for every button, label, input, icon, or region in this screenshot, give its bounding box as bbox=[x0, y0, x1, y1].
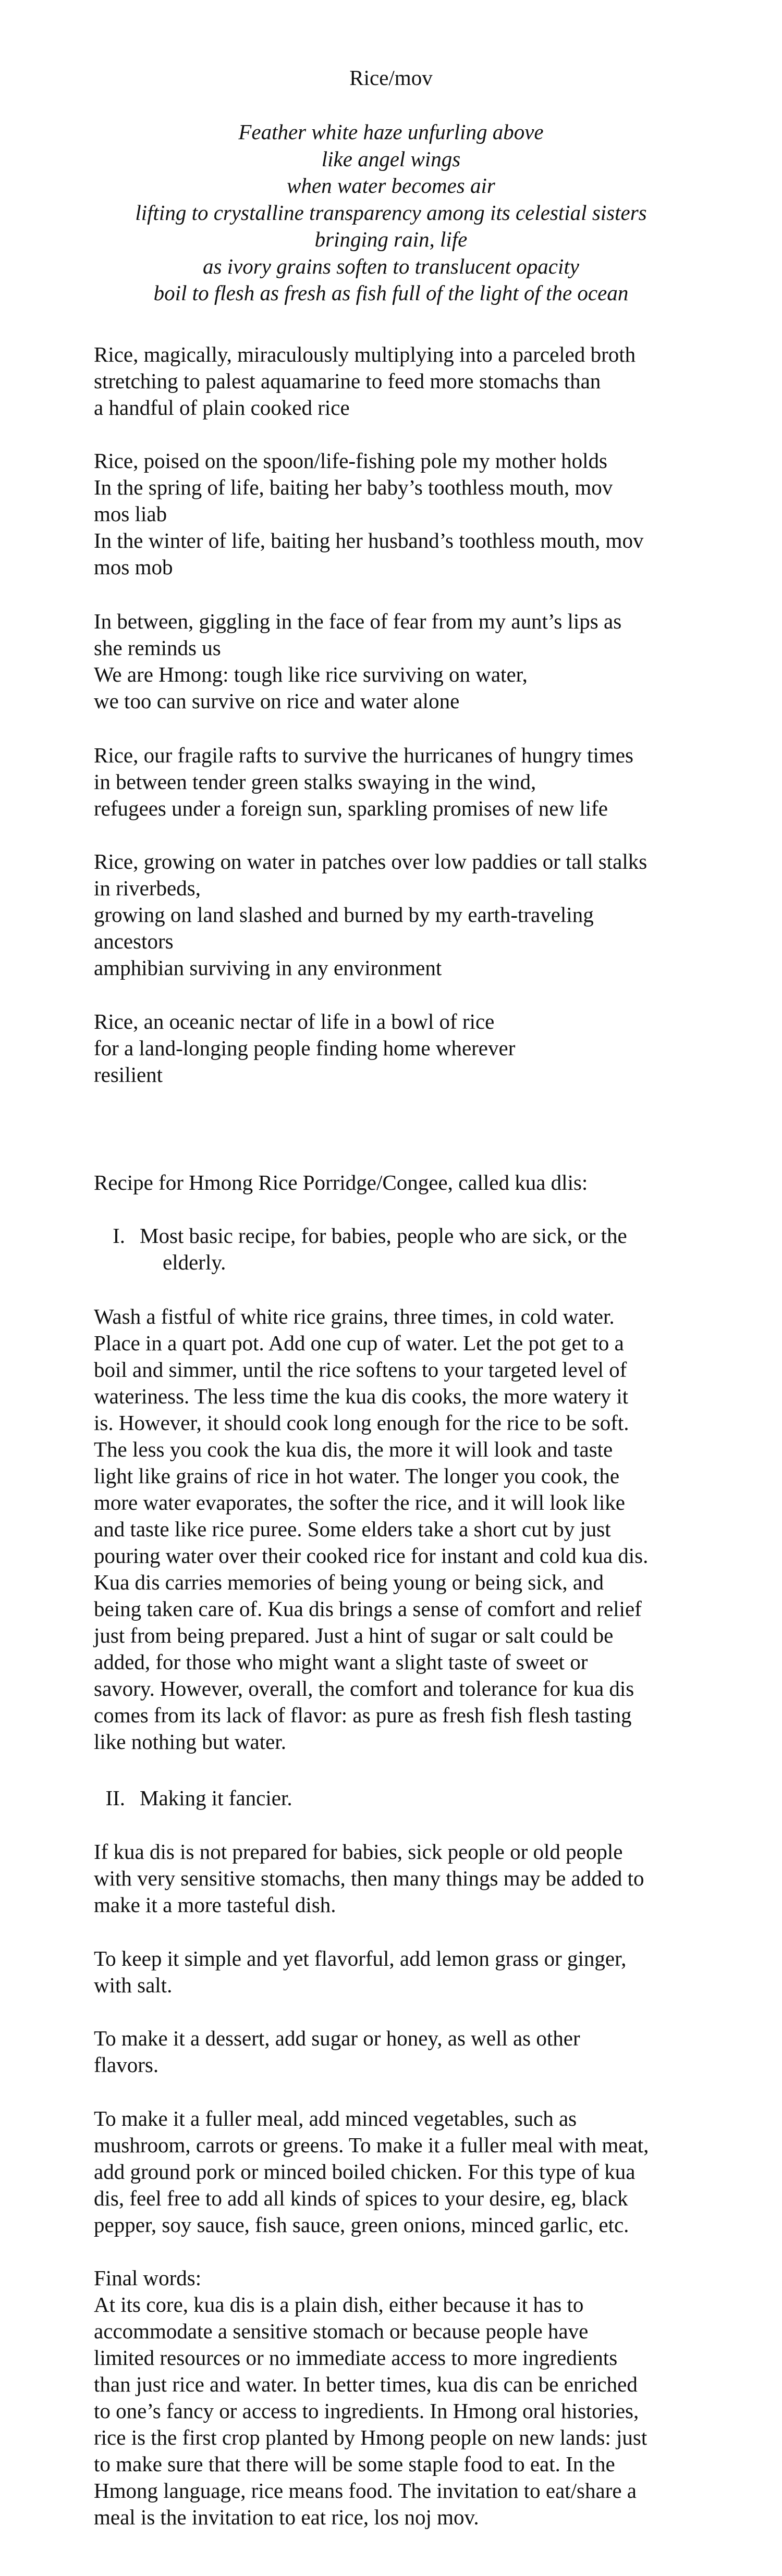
paragraph-line: comes from its lack of flavor: as pure as fresh fish flesh tasting bbox=[94, 1703, 632, 1727]
stanza-line: she reminds us bbox=[94, 636, 221, 660]
poem-line: as ivory grains soften to translucent opacity bbox=[203, 254, 579, 278]
paragraph-line: To make it a fuller meal, add minced vegetables, such as bbox=[94, 2106, 577, 2130]
paragraph-line: To keep it simple and yet flavorful, add lemon grass or ginger, bbox=[94, 1946, 627, 1970]
stanza-line: resilient bbox=[94, 1063, 163, 1087]
list-item-line: Most basic recipe, for babies, people who are sick, or the bbox=[140, 1224, 627, 1248]
document-title: Rice/mov bbox=[349, 66, 433, 90]
recipe-heading: Recipe for Hmong Rice Porridge/Congee, called kua dlis: bbox=[94, 1170, 588, 1194]
poem-line: lifting to crystalline transparency among its celestial sisters bbox=[135, 200, 647, 225]
paragraph-line: with very sensitive stomachs, then many things may be added to bbox=[94, 1866, 644, 1890]
stanza-1 bbox=[94, 341, 699, 421]
stanza-4 bbox=[94, 742, 699, 822]
paragraph-line: At its core, kua dis is a plain dish, either because it has to bbox=[94, 2292, 584, 2316]
stanza-line: ancestors bbox=[94, 929, 174, 953]
list-number: II. bbox=[105, 1786, 125, 1810]
paragraph-line: than just rice and water. In better times, kua dis can be enriched bbox=[94, 2372, 638, 2396]
paragraph-line: added, for those who might want a slight taste of sweet or bbox=[94, 1650, 588, 1674]
poem-line: boil to flesh as fresh as fish full of the light of the ocean bbox=[153, 281, 629, 305]
stanza-line: amphibian surviving in any environment bbox=[94, 956, 442, 980]
paragraph-line: and taste like rice puree. Some elders take a short cut by just bbox=[94, 1517, 611, 1541]
stanza-line: growing on land slashed and burned by my earth-traveling bbox=[94, 903, 594, 927]
paragraph-line: flavors. bbox=[94, 2053, 159, 2077]
paragraph-line: being taken care of. Kua dis brings a sense of comfort and relief bbox=[94, 1597, 642, 1621]
stanza-line: a handful of plain cooked rice bbox=[94, 396, 350, 420]
paragraph-line: meal is the invitation to eat rice, los noj mov. bbox=[94, 2505, 479, 2529]
stanza-line: we too can survive on rice and water alone bbox=[94, 689, 460, 713]
poem-line: like angel wings bbox=[321, 146, 461, 171]
stanza-line: Rice, growing on water in patches over low paddies or tall stalks bbox=[94, 849, 647, 873]
paragraph-line: Kua dis carries memories of being young or being sick, and bbox=[94, 1570, 604, 1594]
stanza-line: In between, giggling in the face of fear from my aunt’s lips as bbox=[94, 609, 622, 633]
paragraph-line: to one’s fancy or access to ingredients. In Hmong oral histories, bbox=[94, 2399, 639, 2423]
recipe-basic-paragraph bbox=[94, 1303, 699, 1755]
list-number: I. bbox=[113, 1224, 125, 1248]
paragraph-line: with salt. bbox=[94, 1973, 173, 1997]
paragraph-line: pouring water over their cooked rice for instant and cold kua dis. bbox=[94, 1544, 649, 1568]
stanza-line: refugees under a foreign sun, sparkling promises of new life bbox=[94, 796, 608, 820]
stanza-line: Rice, poised on the spoon/life-fishing pole my mother holds bbox=[94, 449, 608, 473]
final-words-section bbox=[94, 2265, 699, 2531]
poem-line: when water becomes air bbox=[287, 174, 495, 198]
stanza-5 bbox=[94, 848, 699, 981]
paragraph-line: is. However, it should cook long enough for the rice to be soft. bbox=[94, 1411, 629, 1435]
paragraph-line: light like grains of rice in hot water. The longer you cook, the bbox=[94, 1464, 620, 1488]
paragraph-line: boil and simmer, until the rice softens to your targeted level of bbox=[94, 1358, 627, 1382]
paragraph-line: To make it a dessert, add sugar or honey, as well as other bbox=[94, 2026, 580, 2050]
fancier-paragraph-2 bbox=[94, 1945, 699, 1999]
stanza-line: In the winter of life, baiting her husband’s toothless mouth, mov bbox=[94, 528, 644, 552]
stanza-line: in between tender green stalks swaying in the wind, bbox=[94, 770, 536, 794]
fancier-paragraph-4 bbox=[94, 2105, 699, 2238]
final-words-heading: Final words: bbox=[94, 2266, 202, 2290]
stanza-line: mos liab bbox=[94, 502, 167, 526]
stanza-line: mos mob bbox=[94, 555, 173, 579]
paragraph-line: If kua dis is not prepared for babies, sick people or old people bbox=[94, 1840, 623, 1864]
stanza-line: stretching to palest aquamarine to feed more stomachs than bbox=[94, 369, 601, 393]
paragraph-line: to make sure that there will be some staple food to eat. In the bbox=[94, 2452, 615, 2476]
stanza-2 bbox=[94, 448, 699, 581]
stanza-6 bbox=[94, 1008, 699, 1088]
paragraph-line: dis, feel free to add all kinds of spices to your desire, eg, black bbox=[94, 2186, 628, 2210]
stanza-line: In the spring of life, baiting her baby’s toothless mouth, mov bbox=[94, 475, 613, 499]
paragraph-line: The less you cook the kua dis, the more it will look and taste bbox=[94, 1437, 613, 1461]
paragraph-line: Wash a fistful of white rice grains, three times, in cold water. bbox=[94, 1304, 615, 1328]
stanza-line: We are Hmong: tough like rice surviving on water, bbox=[94, 662, 528, 686]
fancier-paragraph-1 bbox=[94, 1839, 699, 1918]
paragraph-line: accommodate a sensitive stomach or because people have bbox=[94, 2319, 589, 2343]
stanza-line: Rice, our fragile rafts to survive the hurricanes of hungry times bbox=[94, 743, 633, 767]
paragraph-line: like nothing but water. bbox=[94, 1730, 286, 1754]
paragraph-line: rice is the first crop planted by Hmong people on new lands: just bbox=[94, 2425, 647, 2449]
list-item-line: Making it fancier. bbox=[140, 1786, 292, 1810]
paragraph-line: pepper, soy sauce, fish sauce, green onions, minced garlic, etc. bbox=[94, 2213, 629, 2237]
paragraph-line: mushroom, carrots or greens. To make it a fuller meal with meat, bbox=[94, 2133, 649, 2157]
stanza-line: Rice, magically, miraculously multiplying into a parceled broth bbox=[94, 342, 636, 366]
stanza-line: in riverbeds, bbox=[94, 876, 201, 900]
paragraph-line: wateriness. The less time the kua dis cooks, the more watery it bbox=[94, 1384, 629, 1408]
paragraph-line: limited resources or no immediate access to more ingredients bbox=[94, 2346, 618, 2370]
poem-line: bringing rain, life bbox=[314, 227, 468, 251]
stanza-line: for a land-longing people finding home wherever bbox=[94, 1036, 516, 1060]
paragraph-line: make it a more tasteful dish. bbox=[94, 1893, 336, 1917]
paragraph-line: Place in a quart pot. Add one cup of water. Let the pot get to a bbox=[94, 1331, 624, 1355]
poem-epigraph bbox=[0, 119, 782, 307]
paragraph-line: just from being prepared. Just a hint of sugar or salt could be bbox=[94, 1623, 614, 1647]
recipe-list-item-2 bbox=[105, 1785, 680, 1811]
paragraph-line: Hmong language, rice means food. The invitation to eat/share a bbox=[94, 2479, 637, 2503]
paragraph-line: more water evaporates, the softer the rice, and it will look like bbox=[94, 1490, 625, 1514]
list-item-line: elderly. bbox=[163, 1250, 226, 1274]
paragraph-line: add ground pork or minced boiled chicken. For this type of kua bbox=[94, 2160, 636, 2184]
poem-line: Feather white haze unfurling above bbox=[238, 120, 544, 144]
paragraph-line: savory. However, overall, the comfort and tolerance for kua dis bbox=[94, 1677, 634, 1700]
stanza-3 bbox=[94, 608, 699, 714]
stanza-line: Rice, an oceanic nectar of life in a bowl of rice bbox=[94, 1009, 495, 1033]
fancier-paragraph-3 bbox=[94, 2025, 699, 2078]
recipe-list-item-1 bbox=[113, 1223, 680, 1276]
